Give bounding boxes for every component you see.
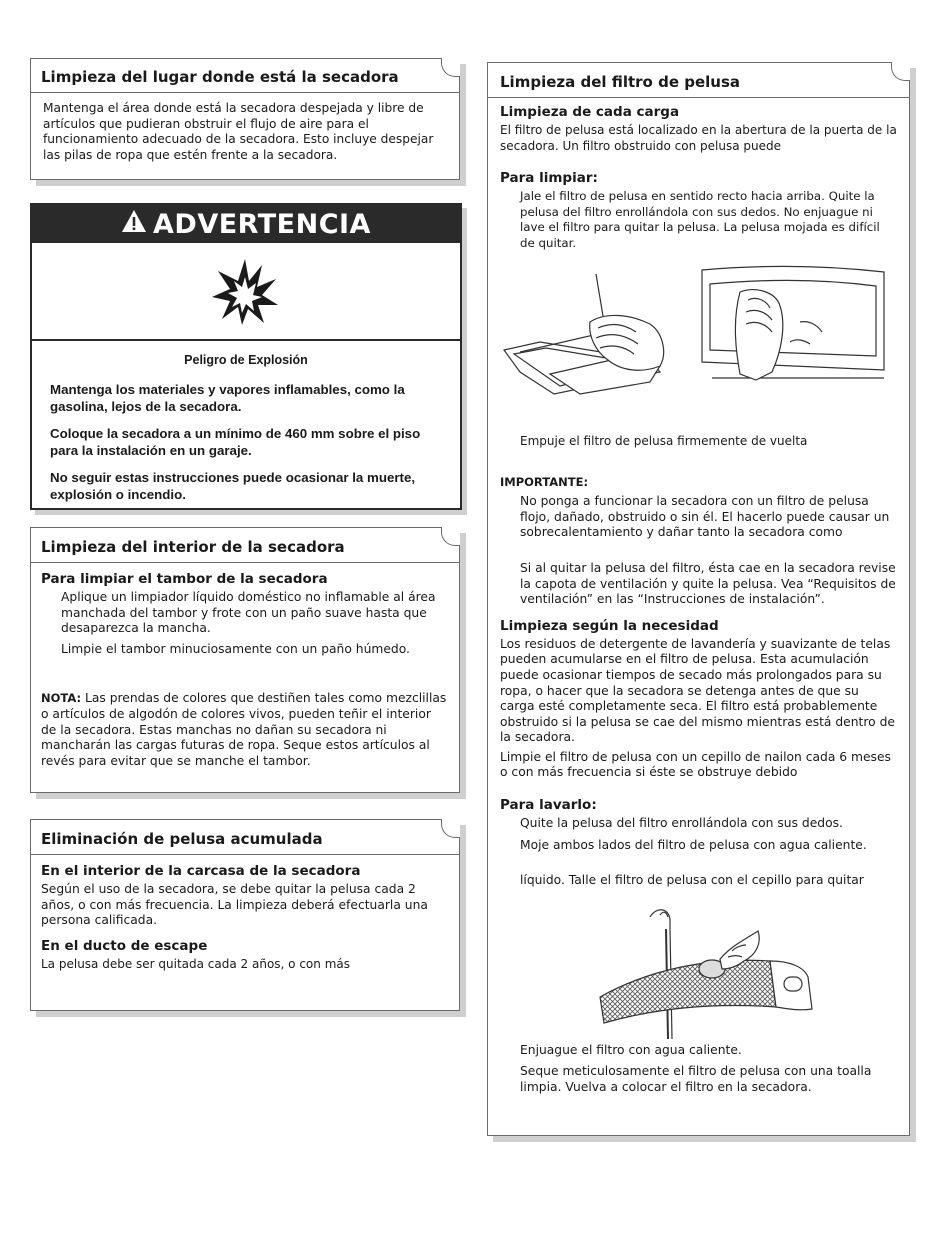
filtro-lav-2: Moje ambos lados del filtro de pelusa con agua caliente. — [520, 837, 867, 852]
nota-text: Las prendas de colores que destiñen tales como mezclillas o artículos de algodón de colores vivos, pueden teñir el interior de la secadora. Estas manchas no dañan su secadora ni mancharán las cargas futuras de ropa. Seque estos artículos al revés para evitar que se manche el tambor. — [41, 691, 447, 768]
warning-image-area — [32, 243, 460, 341]
pelusa-text-1: Según el uso de la secadora, se debe quitar la pelusa cada 2 años, o con más frecuencia. La limpieza deberá efectuarla una persona calificada. — [41, 882, 428, 928]
filtro-necesidad-2: Limpie el filtro de pelusa con un cepillo de nailon cada 6 meses o con más frecuencia si éste se obstruye debido — [500, 749, 891, 780]
panel-pelusa-acumulada — [30, 819, 460, 1011]
interior-step-2: Limpie el tambor minuciosamente con un paño húmedo. — [61, 641, 410, 656]
section-title-pelusa-acumulada: Eliminación de pelusa acumulada — [31, 820, 459, 855]
filtro-lav-1: Quite la pelusa del filtro enrollándola con sus dedos. — [520, 816, 843, 831]
filtro-sub-necesidad: Limpieza según la necesidad — [500, 617, 719, 634]
section-title-lugar: Limpieza del lugar donde está la secadora — [31, 59, 459, 93]
filtro-sub-lavarlo: Para lavarlo: — [500, 797, 597, 814]
explosion-icon — [210, 257, 280, 327]
lugar-text: Mantenga el área donde está la secadora despejada y libre de artículos que pudieran obstruir el flujo de aire para el funcionamiento adecuado de la secadora. Esto incluye despejar las pilas de ropa que estén frente a la secadora. — [43, 101, 434, 162]
lint-filter-wash-illustration — [500, 899, 900, 1039]
wash-illustration — [500, 899, 897, 1039]
filtro-necesidad-1: Los residuos de detergente de lavandería y suavizante de telas pueden acumularse en el filtro de pelusa. Esta acumulación puede ocasionar tiempos de secado más prolongados para su ropa, o hacer que la secadora se detenga antes de que su carga esté completamente seca. El filtro está probablemente obstruido si la pelusa se cae del mismo mientras está dentro de la secadora. — [500, 636, 895, 745]
filtro-limpiar-text: Jale el filtro de pelusa en sentido recto hacia arriba. Quite la pelusa del filtro enrollándola con sus dedos. No enjuague ni lave el filtro para quitar la pelusa. La pelusa mojada es difícil de quitar. — [520, 189, 880, 250]
filtro-lav-4: Enjuague el filtro con agua caliente. — [520, 1042, 742, 1057]
warning-header — [32, 205, 460, 243]
pelusa-sub-2: En el ducto de escape — [41, 937, 208, 954]
filtro-carga-text: El filtro de pelusa está localizado en la abertura de la puerta de la secadora. Un filtro obstruido con pelusa puede — [500, 123, 897, 153]
panel-interior — [30, 527, 460, 793]
warning-triangle-icon — [121, 209, 147, 240]
filtro-importante-1: No ponga a funcionar la secadora con un filtro de pelusa flojo, dañado, obstruido o sin él. El hacerlo puede causar un sobrecalentamiento y dañar tanto la secadora como — [520, 494, 890, 540]
panel-lugar — [30, 58, 460, 180]
filtro-empuje-caption: Empuje el filtro de pelusa firmemente de vuelta — [520, 433, 808, 448]
warning-line-2: Coloque la secadora a un mínimo de 460 mm sobre el piso para la instalación en un garaje. — [50, 426, 421, 458]
pelusa-sub-1: En el interior de la carcasa de la secadora — [41, 863, 361, 879]
filtro-importante-2: Si al quitar la pelusa del filtro, ésta cae en la secadora revise la capota de ventilación y quite la pelusa. Vea “Requisitos de ventilación” en las “Instrucciones de instalación”. — [520, 560, 896, 607]
interior-subtitle: Para limpiar el tambor de la secadora — [41, 571, 328, 587]
filtro-lav-5: Seque meticulosamente el filtro de pelusa con una toalla limpia. Vuelva a colocar el filtro en la secadora. — [520, 1064, 872, 1095]
filtro-lav-3: líquido. Talle el filtro de pelusa con el cepillo para quitar — [520, 873, 864, 888]
nota-label: NOTA: — [41, 691, 82, 706]
warning-title: ADVERTENCIA — [153, 208, 371, 240]
warning-box — [30, 203, 462, 510]
interior-nota — [41, 691, 447, 769]
section-title-interior: Limpieza del interior de la secadora — [31, 528, 459, 563]
section-title-filtro: Limpieza del filtro de pelusa — [488, 63, 909, 98]
warning-hazard: Peligro de Explosión — [184, 353, 308, 367]
filtro-sub-carga: Limpieza de cada carga — [500, 104, 680, 120]
warning-line-1: Mantenga los materiales y vapores inflamables, como la gasolina, lejos de la secadora. — [50, 382, 405, 414]
pelusa-text-2: La pelusa debe ser quitada cada 2 años, o con más — [41, 956, 350, 971]
filtro-sub-limpiar: Para limpiar: — [500, 170, 598, 187]
warning-line-3: No seguir estas instrucciones puede ocasionar la muerte, explosión o incendio. — [50, 470, 416, 502]
panel-filtro — [487, 62, 910, 1136]
interior-step-1: Aplique un limpiador líquido doméstico no inflamable al área manchada del tambor y frote con un paño suave hasta que desaparezca la mancha. — [61, 590, 436, 636]
lint-filter-pull-illustration — [500, 262, 900, 432]
filter-illustration — [500, 262, 897, 432]
filtro-importante-label: IMPORTANTE: — [500, 475, 589, 490]
